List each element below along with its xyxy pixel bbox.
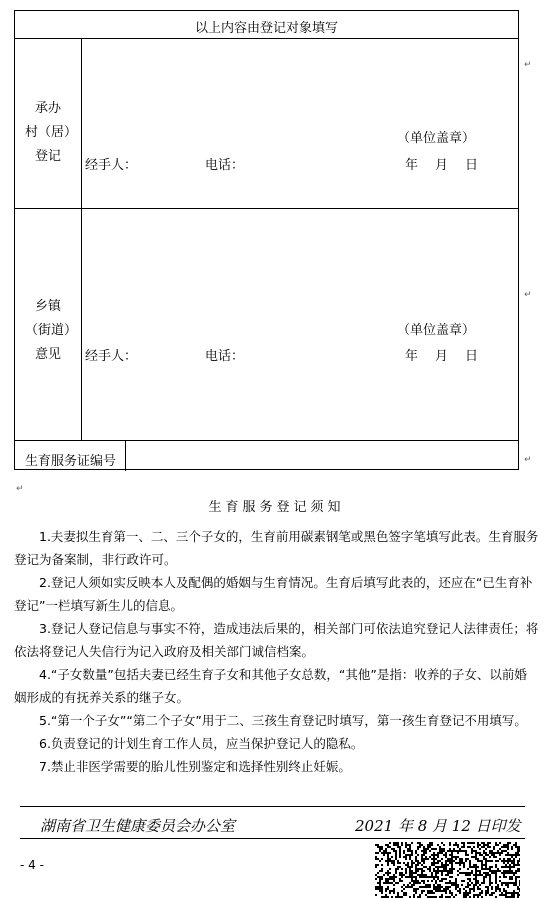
notice-item: 7.禁止非医学需要的胎儿性别鉴定和选择性别终止妊娠。 xyxy=(39,759,351,774)
notice-item: 5.“第一个子女”“第二个子女”用于二、三孩生育登记时填写，第一孩生育登记不用填写。 xyxy=(39,713,527,728)
seal-label: （单位盖章） xyxy=(397,131,476,146)
date-day: 日 xyxy=(465,349,479,364)
notice-item: 1.夫妻拟生育第一、二、三个子女的，生育前用碳素钢笔或黑色签字笔填写此表。生育服务登记为备案制，非行政许可。 xyxy=(14,529,539,567)
seal-label: （单位盖章） xyxy=(397,323,476,338)
certificate-number-row xyxy=(15,441,518,471)
column-divider xyxy=(81,39,82,208)
notice-item: 6.负责登记的计划生育工作人员，应当保护登记人的隐私。 xyxy=(39,736,364,751)
issue-date: 2021 年 8 月 12 日印发 xyxy=(355,817,521,835)
barcode-image xyxy=(375,842,520,898)
registration-form-table xyxy=(14,10,519,470)
date-year: 年 xyxy=(405,158,419,173)
village-registration-row xyxy=(15,39,518,209)
notice-title: 生育服务登记须知 xyxy=(208,500,345,515)
header-row xyxy=(15,11,518,39)
paragraph-mark: ↵ xyxy=(524,290,532,300)
column-divider xyxy=(125,441,126,471)
footer-top-rule xyxy=(20,806,525,807)
section-label-line: 登记 xyxy=(35,149,62,164)
page-number: - 4 - xyxy=(20,858,44,872)
phone-label: 电话： xyxy=(205,158,245,173)
column-divider xyxy=(81,209,82,440)
paragraph-mark: ↵ xyxy=(524,60,532,70)
notice-item: 4.“子女数量”包括夫妻已经生育子女和其他子女总数，“其他”是指：收养的子女、以前婚姻形成的有抚养关系的继子女。 xyxy=(14,667,527,705)
barcode-graphic xyxy=(375,842,520,898)
section-label-line: 承办 xyxy=(35,101,62,116)
handler-label: 经手人： xyxy=(85,349,138,364)
paragraph-mark: ↵ xyxy=(524,455,532,465)
section-label-line: 意见 xyxy=(35,347,62,362)
notice-section xyxy=(14,478,539,778)
township-opinion-row xyxy=(15,209,518,441)
issuer-name: 湖南省卫生健康委员会办公室 xyxy=(40,817,236,835)
footer-bottom-rule xyxy=(20,838,525,839)
section-label-line: 乡镇 xyxy=(35,299,62,314)
paragraph-mark: ↵ xyxy=(16,484,24,494)
date-day: 日 xyxy=(465,158,479,173)
date-month: 月 xyxy=(435,349,449,364)
handler-label: 经手人： xyxy=(85,158,138,173)
date-month: 月 xyxy=(435,158,449,173)
notice-item: 3.登记人登记信息与事实不符，造成违法后果的，相关部门可依法追究登记人法律责任；将依法将登记人失信行为记入政府及相关部门诚信档案。 xyxy=(14,621,539,659)
header-note: 以上内容由登记对象填写 xyxy=(194,21,338,36)
section-label-line: （街道） xyxy=(25,323,78,338)
section-label-line: 村（居） xyxy=(25,125,78,140)
phone-label: 电话： xyxy=(205,349,245,364)
notice-item: 2.登记人须如实反映本人及配偶的婚姻与生育情况。生育后填写此表的，还应在“已生育补登记”一栏填写新生儿的信息。 xyxy=(14,575,533,613)
certificate-number-label: 生育服务证编号 xyxy=(25,454,117,469)
date-year: 年 xyxy=(405,349,419,364)
